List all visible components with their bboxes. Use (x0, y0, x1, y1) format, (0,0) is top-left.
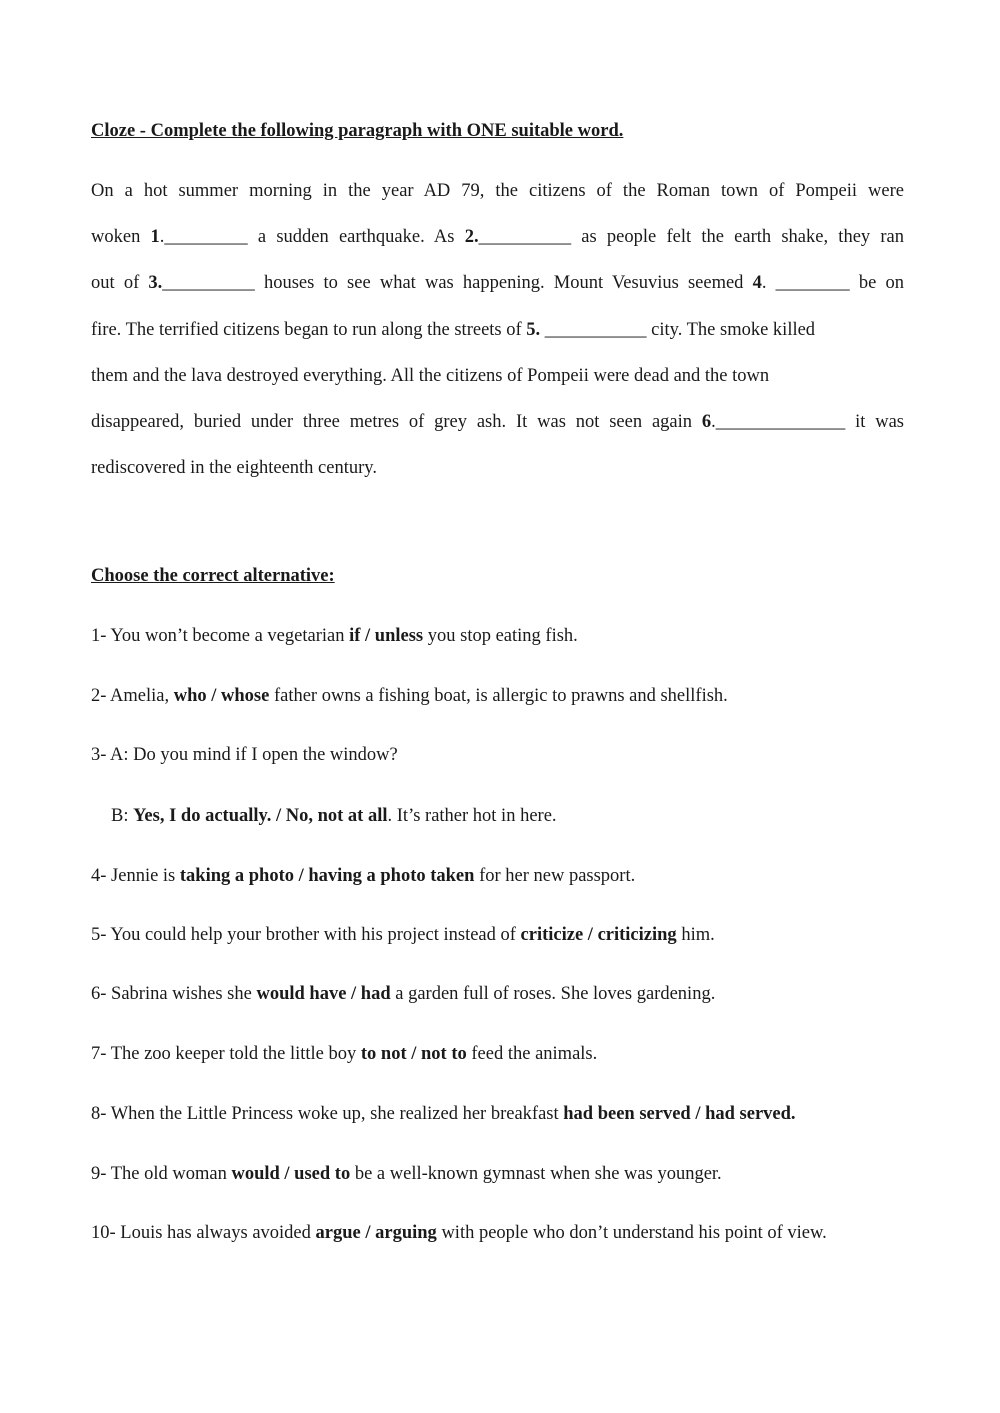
text-run: ._________ a sudden earthquake. As (159, 227, 465, 247)
alternative-options: if / unless (349, 626, 424, 646)
text-run: father owns a fishing boat, is allergic to prawns and shellfish. (269, 686, 728, 706)
text-run: . It’s rather hot in here. (387, 806, 557, 826)
text-run: be a well-known gymnast when she was younger. (350, 1164, 722, 1184)
text-run: disappeared, buried under three metres of grey ash. It was not seen again (91, 412, 702, 432)
cloze-line (91, 273, 904, 294)
text-run: out of (91, 273, 149, 293)
blank-number: 4 (752, 273, 762, 293)
question-3b (111, 806, 557, 827)
text-run: 3- A: Do you mind if I open the window? (91, 745, 398, 765)
text-run: On a hot summer morning in the year AD 79, the citizens of the Roman town of Pompeii were (91, 181, 904, 201)
text-run: __________ houses to see what was happening. Mount Vesuvius seemed (162, 273, 753, 293)
text-run: __________ as people felt the earth shake, they ran (478, 227, 904, 247)
alternatives-heading: Choose the correct alternative: (91, 566, 335, 586)
question-7 (91, 1044, 597, 1065)
alternative-options: had been served / had served. (563, 1104, 796, 1124)
text-run: woken (91, 227, 151, 247)
text-run: for her new passport. (474, 866, 636, 886)
text-run: feed the animals. (466, 1044, 598, 1064)
question-9 (91, 1164, 722, 1185)
text-run: rediscovered in the eighteenth century. (91, 458, 377, 478)
cloze-line (91, 366, 769, 387)
blank-number: 3. (148, 273, 163, 293)
text-run: 4- Jennie is (91, 866, 180, 886)
text-run: 1- You won’t become a vegetarian (91, 626, 350, 646)
text-run: .______________ it was (711, 412, 904, 432)
text-run: 7- The zoo keeper told the little boy (91, 1044, 361, 1064)
blank-number: 6 (701, 412, 712, 432)
question-6 (91, 984, 715, 1005)
question-10 (91, 1223, 827, 1244)
alternative-options: would have / had (256, 984, 391, 1004)
cloze-line (91, 320, 815, 341)
text-run: 6- Sabrina wishes she (91, 984, 257, 1004)
text-run: him. (676, 925, 715, 945)
alternative-options: who / whose (173, 686, 270, 706)
text-run: . ________ be on (761, 273, 904, 293)
alternative-options: Yes, I do actually. / No, not at all (133, 806, 388, 826)
alternative-options: to not / not to (360, 1044, 467, 1064)
blank-number: 1 (150, 227, 160, 247)
question-2 (91, 686, 728, 707)
blank-number: 2. (464, 227, 479, 247)
text-run: ___________ city. The smoke killed (540, 320, 816, 340)
question-8 (91, 1104, 796, 1125)
text-run: 8- When the Little Princess woke up, she realized her breakfast (91, 1104, 564, 1124)
question-1 (91, 626, 578, 647)
cloze-heading: Cloze - Complete the following paragraph with ONE suitable word. (91, 121, 624, 141)
cloze-line (91, 181, 904, 202)
text-run: 9- The old woman (91, 1164, 232, 1184)
text-run: 2- Amelia, (91, 686, 174, 706)
text-run: with people who don’t understand his point of view. (436, 1223, 827, 1243)
text-run: 10- Louis has always avoided (91, 1223, 316, 1243)
text-run: B: (111, 806, 134, 826)
cloze-line (91, 412, 904, 433)
cloze-line (91, 227, 904, 248)
cloze-line (91, 458, 377, 479)
text-run: them and the lava destroyed everything. All the citizens of Pompeii were dead and the town (91, 366, 770, 386)
question-5 (91, 925, 715, 946)
question-4 (91, 866, 635, 887)
alternative-options: taking a photo / having a photo taken (179, 866, 475, 886)
alternative-options: criticize / criticizing (520, 925, 677, 945)
blank-number: 5. (526, 320, 541, 340)
alternative-options: argue / arguing (315, 1223, 437, 1243)
text-run: fire. The terrified citizens began to run along the streets of (91, 320, 527, 340)
text-run: you stop eating fish. (423, 626, 578, 646)
text-run: 5- You could help your brother with his project instead of (91, 925, 521, 945)
text-run: a garden full of roses. She loves gardening. (390, 984, 716, 1004)
alternative-options: would / used to (231, 1164, 351, 1184)
question-3a (91, 745, 398, 766)
